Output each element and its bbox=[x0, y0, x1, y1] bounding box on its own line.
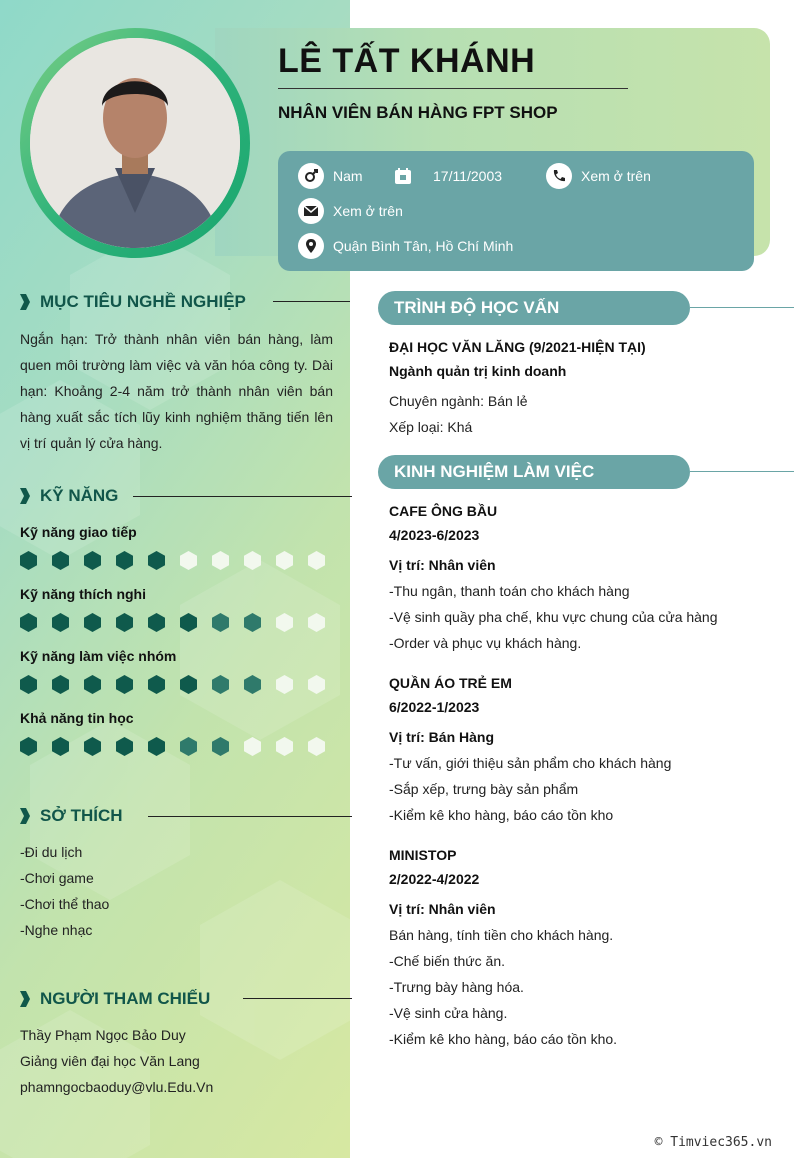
education-rank: Xếp loại: Khá bbox=[389, 419, 473, 435]
skill-hexagon-icon bbox=[212, 675, 229, 694]
skill-hexagon-icon bbox=[180, 675, 197, 694]
references-list bbox=[20, 1022, 213, 1100]
education-specialty: Chuyên ngành: Bán lẻ bbox=[389, 393, 528, 409]
list-item: phamngocbaoduy@vlu.Edu.Vn bbox=[20, 1079, 214, 1095]
skill-hexagon-icon bbox=[308, 551, 325, 570]
skill-hexagon-icon bbox=[308, 737, 325, 756]
skill-hexagon-icon bbox=[276, 551, 293, 570]
job-task: Bán hàng, tính tiền cho khách hàng. bbox=[389, 927, 614, 943]
job-company: CAFE ÔNG BẦU bbox=[389, 503, 498, 519]
objective-heading: MỤC TIÊU NGHỀ NGHIỆP bbox=[20, 292, 246, 312]
skill-hexagon-icon bbox=[148, 613, 165, 632]
job-period: 2/2022-4/2022 bbox=[389, 871, 480, 887]
skill-hexagon-icon bbox=[276, 613, 293, 632]
skills-heading-line bbox=[133, 496, 352, 497]
skill-hexagon-icon bbox=[244, 675, 261, 694]
job-position: Vị trí: Nhân viên bbox=[389, 901, 496, 917]
skill-hexagon-icon bbox=[308, 675, 325, 694]
skill-name: Kỹ năng giao tiếp bbox=[20, 524, 137, 540]
job-task: -Kiểm kê kho hàng, báo cáo tồn kho bbox=[389, 807, 614, 823]
job-task: -Vệ sinh quầy pha chế, khu vực chung của cửa hàng bbox=[389, 609, 718, 625]
job-company: MINISTOP bbox=[389, 847, 457, 863]
skill-hexagon-icon bbox=[20, 613, 37, 632]
job-task: -Tư vấn, giới thiệu sản phẩm cho khách hàng bbox=[389, 755, 672, 771]
job-task: -Kiểm kê kho hàng, báo cáo tồn kho. bbox=[389, 1031, 618, 1047]
list-item: Giảng viên đại học Văn Lang bbox=[20, 1053, 200, 1069]
references-heading: NGƯỜI THAM CHIẾU bbox=[20, 989, 210, 1009]
job-position: Vị trí: Bán Hàng bbox=[389, 729, 495, 745]
list-item: -Đi du lịch bbox=[20, 844, 83, 860]
education-major: Ngành quản trị kinh doanh bbox=[389, 363, 567, 379]
skill-rating bbox=[20, 737, 325, 756]
phone-icon bbox=[546, 163, 572, 189]
skill-rating bbox=[20, 551, 325, 570]
skill-hexagon-icon bbox=[276, 737, 293, 756]
list-item: -Chơi game bbox=[20, 870, 94, 886]
contact-dob-value: 17/11/2003 bbox=[433, 168, 503, 184]
job-task: -Sắp xếp, trưng bày sản phẩm bbox=[389, 781, 579, 797]
name-divider bbox=[278, 88, 628, 89]
gender-icon bbox=[298, 163, 324, 189]
skill-hexagon-icon bbox=[212, 551, 229, 570]
contact-phone bbox=[546, 163, 651, 189]
person-photo-icon bbox=[30, 38, 240, 248]
skill-hexagon-icon bbox=[212, 613, 229, 632]
skill-hexagon-icon bbox=[244, 737, 261, 756]
job-period: 4/2023-6/2023 bbox=[389, 527, 480, 543]
skill-hexagon-icon bbox=[116, 675, 133, 694]
education-heading-line bbox=[690, 307, 794, 308]
job-task: -Order và phục vụ khách hàng. bbox=[389, 635, 582, 651]
job-period: 6/2022-1/2023 bbox=[389, 699, 480, 715]
skill-hexagon-icon bbox=[84, 737, 101, 756]
contact-address-value: Quận Bình Tân, Hồ Chí Minh bbox=[333, 238, 514, 254]
skill-hexagon-icon bbox=[308, 613, 325, 632]
contact-email bbox=[298, 198, 403, 224]
list-item: -Nghe nhạc bbox=[20, 922, 93, 938]
skills-heading: KỸ NĂNG bbox=[20, 486, 118, 506]
skill-hexagon-icon bbox=[84, 613, 101, 632]
section-marker-icon bbox=[20, 808, 30, 824]
job-task: -Trưng bày hàng hóa. bbox=[389, 979, 524, 995]
skill-hexagon-icon bbox=[180, 737, 197, 756]
skill-hexagon-icon bbox=[52, 675, 69, 694]
skill-hexagon-icon bbox=[20, 737, 37, 756]
contact-gender bbox=[298, 163, 363, 189]
skill-hexagon-icon bbox=[116, 613, 133, 632]
hobbies-heading: SỞ THÍCH bbox=[20, 806, 123, 826]
experience-heading: KINH NGHIỆM LÀM VIỆC bbox=[378, 455, 690, 489]
job-task: -Thu ngân, thanh toán cho khách hàng bbox=[389, 583, 630, 599]
objective-text: Ngắn hạn: Trở thành nhân viên bán hàng, làm quen môi trường làm việc và văn hóa công ty. Dài hạn: Khoảng 2-4 năm trở thành nhân viên bán hàng xuất sắc tích lũy kinh nghiệm thăng tiến lên vị trí quản lý cửa hàng. bbox=[20, 331, 333, 451]
education-heading: TRÌNH ĐỘ HỌC VẤN bbox=[378, 291, 690, 325]
footer-watermark: © Timviec365.vn bbox=[654, 1135, 772, 1150]
job-company: QUẦN ÁO TRẺ EM bbox=[389, 675, 512, 691]
skill-name: Kỹ năng làm việc nhóm bbox=[20, 648, 177, 664]
skill-hexagon-icon bbox=[84, 675, 101, 694]
candidate-name: LÊ TẤT KHÁNH bbox=[278, 42, 536, 80]
skill-hexagon-icon bbox=[244, 613, 261, 632]
section-marker-icon bbox=[20, 488, 30, 504]
section-marker-icon bbox=[20, 294, 30, 310]
references-heading-line bbox=[243, 998, 352, 999]
skill-hexagon-icon bbox=[20, 675, 37, 694]
skill-hexagon-icon bbox=[84, 551, 101, 570]
contact-address bbox=[298, 233, 513, 259]
candidate-role: NHÂN VIÊN BÁN HÀNG FPT SHOP bbox=[278, 103, 558, 122]
skill-hexagon-icon bbox=[244, 551, 261, 570]
skill-hexagon-icon bbox=[52, 551, 69, 570]
contact-email-value: Xem ở trên bbox=[333, 203, 403, 219]
avatar bbox=[30, 38, 240, 248]
job-task: -Vệ sinh cửa hàng. bbox=[389, 1005, 508, 1021]
skill-name: Kỹ năng thích nghi bbox=[20, 586, 146, 602]
contact-gender-value: Nam bbox=[333, 168, 363, 184]
list-item: -Chơi thể thao bbox=[20, 896, 110, 912]
skill-hexagon-icon bbox=[148, 737, 165, 756]
hobbies-heading-line bbox=[148, 816, 352, 817]
skill-hexagon-icon bbox=[52, 737, 69, 756]
email-icon bbox=[298, 198, 324, 224]
skill-hexagon-icon bbox=[116, 737, 133, 756]
skill-hexagon-icon bbox=[116, 551, 133, 570]
skill-name: Khả năng tin học bbox=[20, 710, 134, 726]
contact-phone-value: Xem ở trên bbox=[581, 168, 651, 184]
list-item: Thầy Phạm Ngọc Bảo Duy bbox=[20, 1027, 186, 1043]
job-task: -Chế biến thức ăn. bbox=[389, 953, 505, 969]
job-position: Vị trí: Nhân viên bbox=[389, 557, 496, 573]
skill-hexagon-icon bbox=[180, 551, 197, 570]
skill-hexagon-icon bbox=[148, 551, 165, 570]
skill-hexagon-icon bbox=[20, 551, 37, 570]
skill-hexagon-icon bbox=[212, 737, 229, 756]
calendar-icon bbox=[390, 163, 416, 189]
hobbies-list bbox=[20, 839, 109, 943]
objective-heading-line bbox=[273, 301, 350, 302]
education-school: ĐẠI HỌC VĂN LĂNG (9/2021-HIỆN TẠI) bbox=[389, 339, 646, 355]
skill-hexagon-icon bbox=[148, 675, 165, 694]
skill-rating bbox=[20, 675, 325, 694]
location-pin-icon bbox=[298, 233, 324, 259]
skill-hexagon-icon bbox=[180, 613, 197, 632]
section-marker-icon bbox=[20, 991, 30, 1007]
experience-heading-line bbox=[690, 471, 794, 472]
skill-hexagon-icon bbox=[276, 675, 293, 694]
contact-box bbox=[278, 151, 754, 271]
skill-rating bbox=[20, 613, 325, 632]
skill-hexagon-icon bbox=[52, 613, 69, 632]
contact-dob bbox=[390, 163, 502, 189]
